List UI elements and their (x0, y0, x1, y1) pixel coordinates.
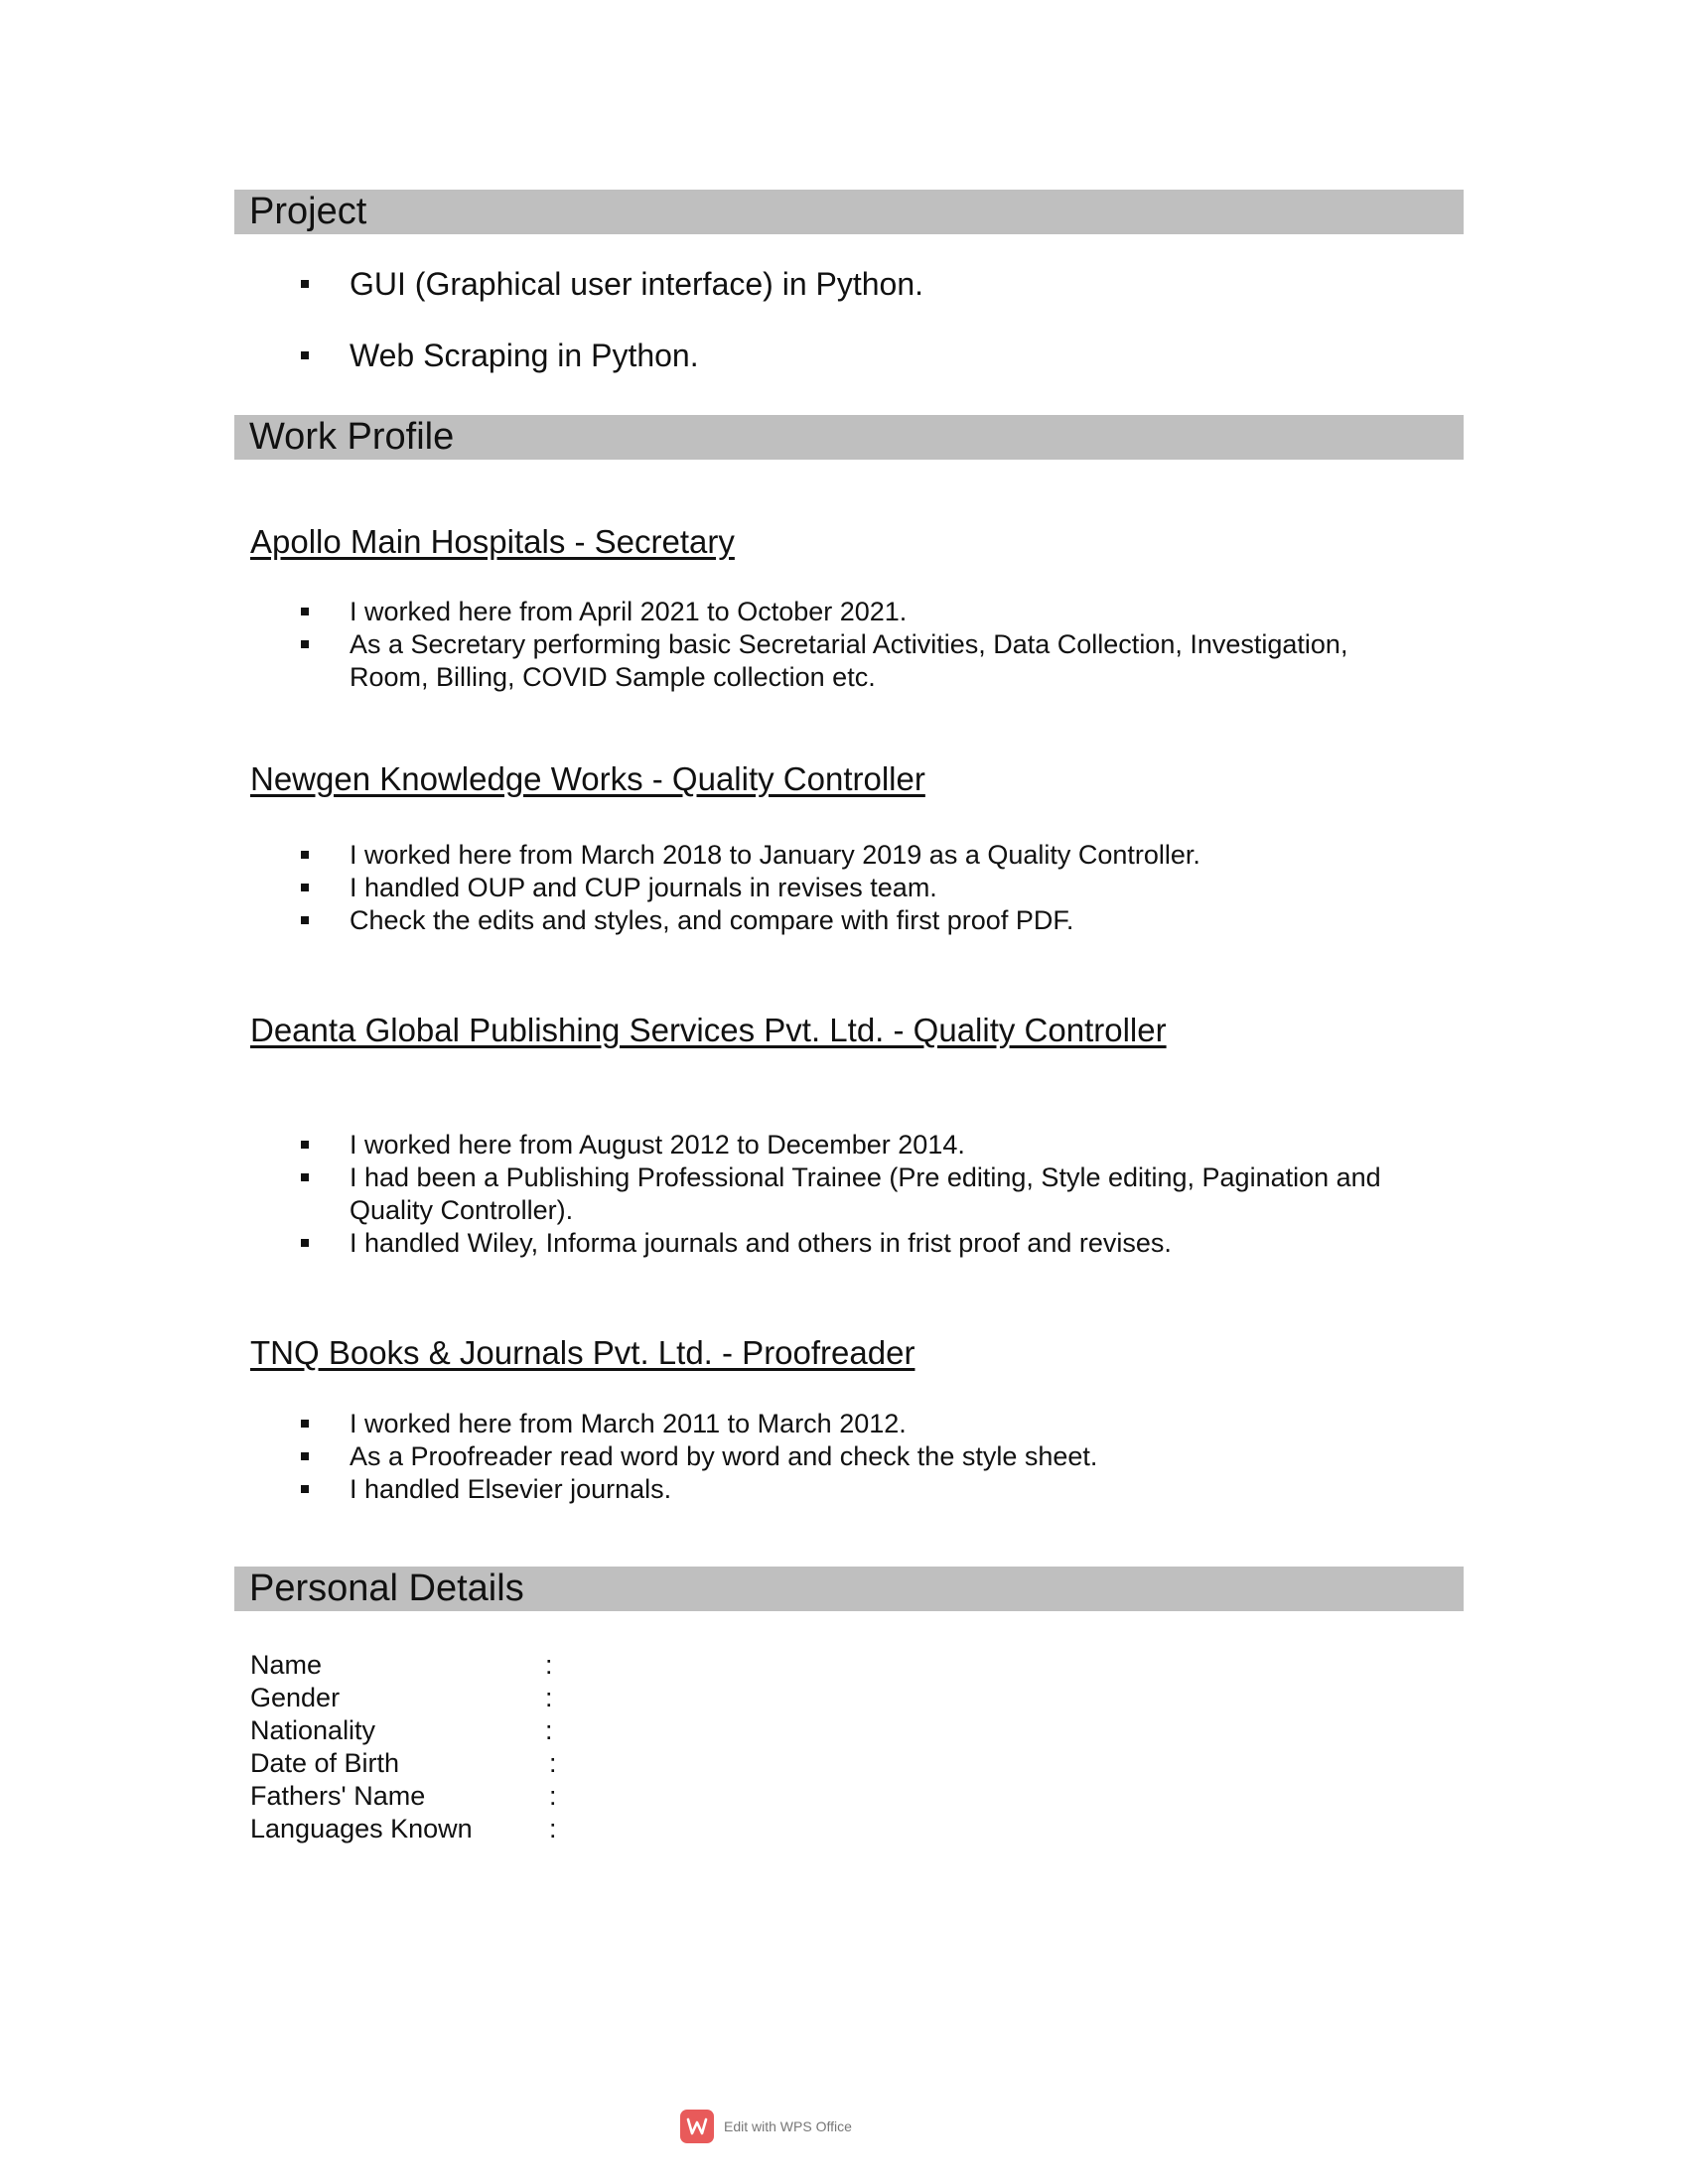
detail-separator: : (545, 1715, 553, 1745)
list-item: I worked here from March 2011 to March 2012. (0, 1408, 1402, 1440)
section-header-project (234, 190, 1464, 234)
job-title-newgen: Newgen Knowledge Works - Quality Controller (250, 760, 925, 797)
detail-row (250, 1714, 647, 1747)
bullet-square-icon (301, 1141, 309, 1149)
bullet-square-icon (301, 280, 309, 288)
bullet-square-icon (301, 608, 309, 615)
detail-label: Languages Known (250, 1814, 473, 1843)
section-title: Work Profile (249, 416, 455, 458)
bullet-square-icon (301, 351, 309, 359)
bullet-square-icon (301, 1173, 309, 1181)
detail-separator: : (545, 1683, 553, 1712)
list-item: GUI (Graphical user interface) in Python. (0, 266, 923, 302)
list-item: As a Proofreader read word by word and check the style sheet. (0, 1440, 1402, 1473)
section-header-work-profile (234, 415, 1464, 460)
section-header-personal-details (234, 1567, 1464, 1611)
detail-row (250, 1813, 647, 1845)
job-bullets-deanta (0, 1129, 1402, 1260)
wps-footer-text: Edit with WPS Office (724, 2118, 852, 2134)
detail-label: Fathers' Name (250, 1781, 426, 1811)
list-item: I handled OUP and CUP journals in revises team. (0, 872, 1402, 904)
detail-row (250, 1780, 647, 1813)
detail-separator: : (549, 1814, 557, 1843)
personal-details-table (250, 1649, 647, 1845)
detail-row (250, 1649, 647, 1682)
section-title: Personal Details (249, 1568, 524, 1609)
job-bullets-apollo (0, 596, 1402, 694)
detail-label: Name (250, 1650, 323, 1680)
list-item: I handled Elsevier journals. (0, 1473, 1402, 1506)
job-title-deanta: Deanta Global Publishing Services Pvt. Ltd. - Quality Controller (250, 1012, 1167, 1048)
list-item: I worked here from March 2018 to January 2019 as a Quality Controller. (0, 839, 1402, 872)
detail-separator: : (549, 1748, 557, 1778)
detail-separator: : (545, 1650, 553, 1680)
bullet-square-icon (301, 1485, 309, 1493)
list-item: I handled Wiley, Informa journals and others in frist proof and revises. (0, 1227, 1402, 1260)
detail-label: Gender (250, 1683, 341, 1712)
project-list (0, 266, 923, 409)
detail-label: Nationality (250, 1715, 376, 1745)
bullet-square-icon (301, 1420, 309, 1428)
list-item: As a Secretary performing basic Secretarial Activities, Data Collection, Investigation, Room, Billing, COVID Sample collection etc. (0, 628, 1402, 694)
list-item: I worked here from April 2021 to October 2021. (0, 596, 1402, 628)
section-title: Project (249, 191, 367, 232)
bullet-square-icon (301, 640, 309, 648)
job-bullets-tnq (0, 1408, 1402, 1506)
job-title-apollo: Apollo Main Hospitals - Secretary (250, 523, 735, 560)
bullet-square-icon (301, 1452, 309, 1460)
list-item: Web Scraping in Python. (0, 338, 923, 373)
wps-logo-icon (680, 2110, 714, 2143)
list-item: I had been a Publishing Professional Trainee (Pre editing, Style editing, Pagination and Quality Controller). (0, 1161, 1402, 1227)
detail-row (250, 1747, 647, 1780)
bullet-square-icon (301, 1239, 309, 1247)
list-item: I worked here from August 2012 to December 2014. (0, 1129, 1402, 1161)
job-bullets-newgen (0, 839, 1402, 937)
bullet-square-icon (301, 884, 309, 891)
detail-separator: : (549, 1781, 557, 1811)
detail-row (250, 1682, 647, 1714)
detail-label: Date of Birth (250, 1748, 400, 1778)
job-title-tnq: TNQ Books & Journals Pvt. Ltd. - Proofreader (250, 1334, 915, 1371)
bullet-square-icon (301, 851, 309, 859)
wps-footer[interactable] (680, 2110, 852, 2143)
bullet-square-icon (301, 916, 309, 924)
list-item: Check the edits and styles, and compare with first proof PDF. (0, 904, 1402, 937)
